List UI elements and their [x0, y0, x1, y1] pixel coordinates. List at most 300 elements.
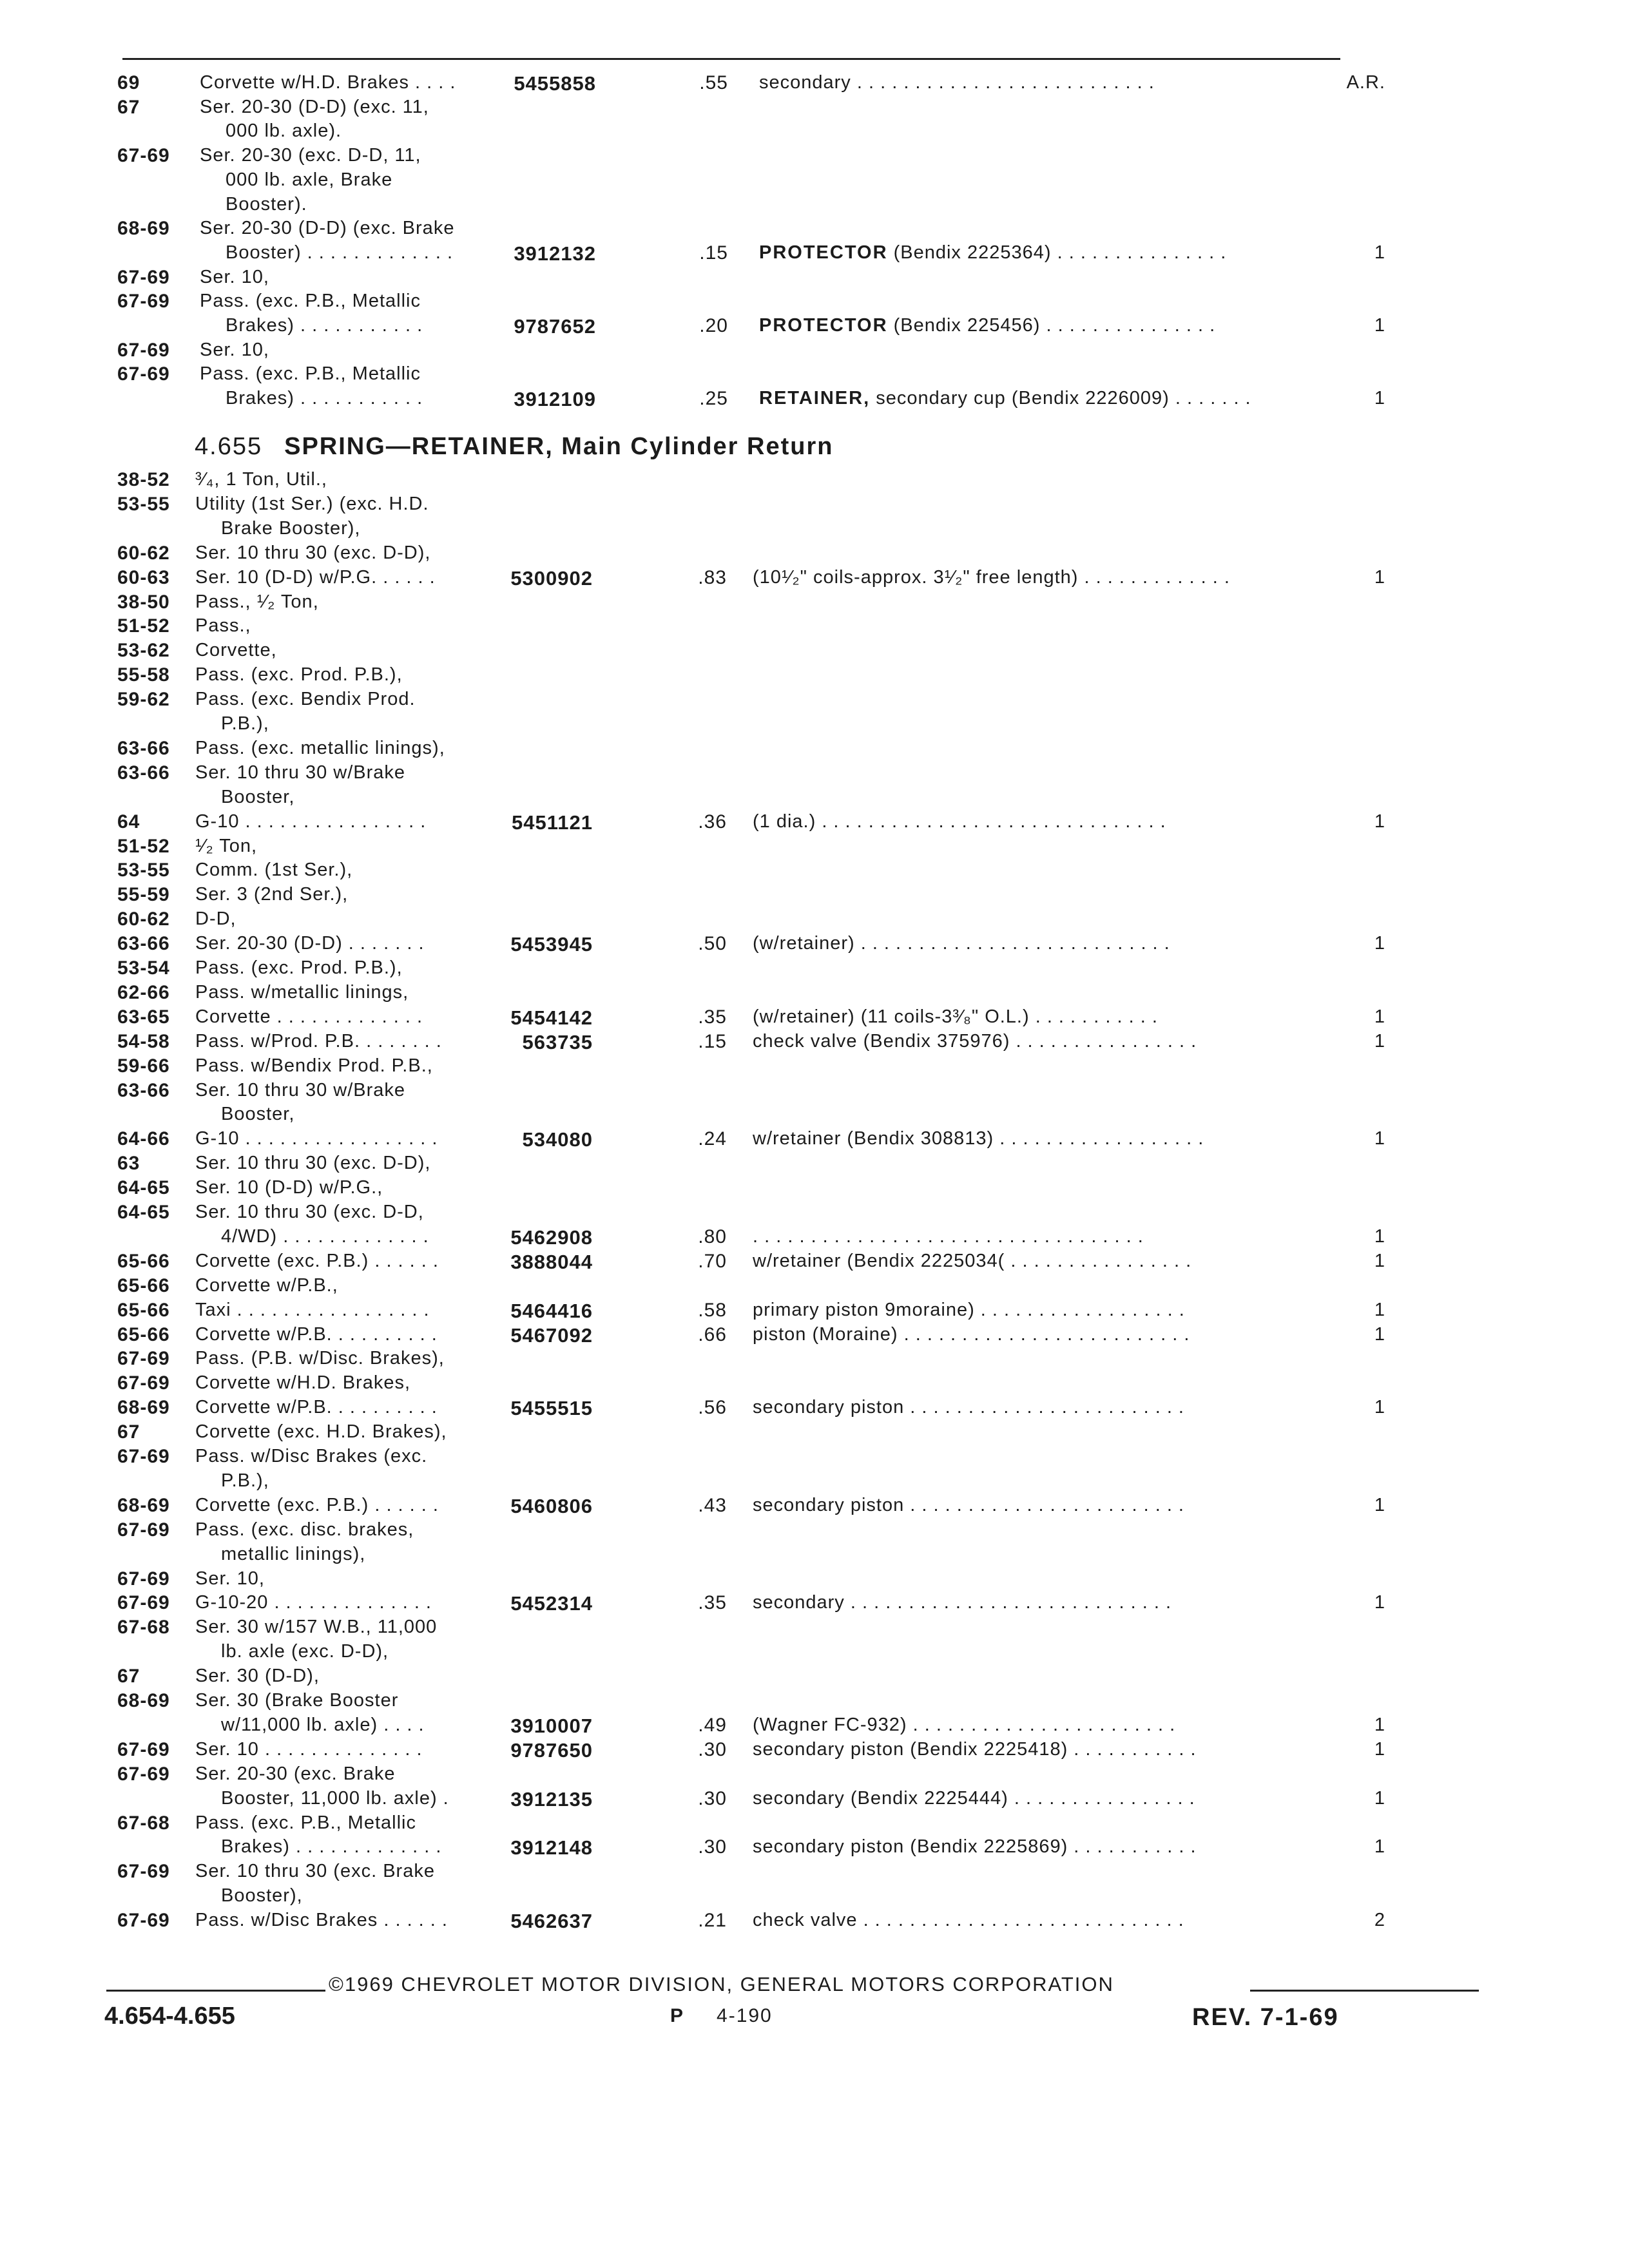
remarks-text: secondary piston . . . . . . . . . . . . . . . . . . . . . . . . [753, 1494, 1184, 1515]
model-years: 67-69 [117, 291, 170, 312]
remarks-text: (10¹⁄₂" coils-approx. 3¹⁄₂" free length) . . . . . . . . . . . . . [753, 566, 1230, 588]
remarks-text: primary piston 9moraine) . . . . . . . . . . . . . . . . . . [753, 1299, 1185, 1320]
table-row [0, 884, 1629, 908]
application-description: Ser. 3 (2nd Ser.), [195, 884, 349, 905]
table-row [0, 1202, 1629, 1226]
application-description: Pass. (exc. Prod. P.B.), [195, 957, 403, 978]
list-price: .70 [698, 1250, 727, 1272]
model-years: 59-62 [117, 689, 170, 711]
application-description: w/11,000 lb. axle) . . . . [221, 1714, 425, 1735]
model-years: 65-66 [117, 1250, 170, 1272]
list-price: .50 [698, 933, 727, 955]
application-description: Brake Booster), [221, 517, 361, 539]
quantity: 1 [1374, 1030, 1385, 1052]
remarks-text: (w/retainer) . . . . . . . . . . . . . . . . . . . . . . . . . . . [753, 933, 1170, 954]
list-price: .35 [698, 1006, 727, 1028]
table-row [0, 1763, 1629, 1788]
table-row [0, 1446, 1629, 1470]
model-years: 67-69 [117, 1446, 170, 1467]
table-row [0, 933, 1629, 957]
table-row [0, 1031, 1629, 1055]
list-price: .21 [698, 1910, 727, 1932]
remarks [753, 1397, 1184, 1418]
model-years: 67-69 [117, 1910, 170, 1932]
table-row [0, 1885, 1629, 1910]
table-row [0, 1055, 1629, 1080]
section-heading [195, 433, 833, 461]
model-years: 67 [117, 96, 140, 118]
model-years: 68-69 [117, 1397, 170, 1419]
table-row [0, 1104, 1629, 1128]
revision-date: REV. 7-1-69 [1192, 2004, 1339, 2031]
model-years: 63-66 [117, 737, 170, 759]
remarks [753, 1251, 1191, 1272]
model-years: 67-69 [117, 1348, 170, 1370]
application-description: metallic linings), [221, 1543, 366, 1564]
part-number: 5454142 [510, 1006, 593, 1029]
application-description: Brakes) . . . . . . . . . . . [226, 315, 423, 336]
part-number: 3910007 [510, 1714, 593, 1737]
quantity: 1 [1374, 1397, 1385, 1418]
part-number: 5464416 [510, 1299, 593, 1322]
page-number: 4-190 [717, 2005, 773, 2026]
table-row [0, 1080, 1629, 1104]
part-number: 5455515 [510, 1397, 593, 1420]
table-row [0, 811, 1629, 836]
application-description: Ser. 20-30 (D-D) (exc. 11, [200, 96, 429, 117]
remarks-text: (w/retainer) (11 coils-3³⁄₈" O.L.) . . . . . . . . . . . [753, 1006, 1158, 1027]
part-number: 9787650 [510, 1738, 593, 1762]
application-description: Ser. 30 (D-D), [195, 1666, 320, 1687]
model-years: 67-69 [117, 363, 170, 385]
table-row [0, 1397, 1629, 1421]
quantity: 1 [1374, 1836, 1385, 1858]
model-years: 62-66 [117, 981, 170, 1003]
table-row [0, 640, 1629, 664]
table-row [0, 1519, 1629, 1544]
table-row [0, 1348, 1629, 1372]
remarks-text: (1 dia.) . . . . . . . . . . . . . . . . . . . . . . . . . . . . . . [753, 811, 1166, 832]
part-number: 5462908 [510, 1225, 593, 1249]
table-row [0, 567, 1629, 591]
model-years: 67-69 [117, 1519, 170, 1541]
quantity: A.R. [1346, 72, 1385, 93]
table-row [0, 242, 1629, 267]
remarks [753, 1592, 1171, 1613]
part-number: 534080 [522, 1128, 593, 1151]
table-row [0, 97, 1629, 121]
application-description: Corvette w/H.D. Brakes . . . . [200, 72, 456, 93]
model-years: 67-69 [117, 1861, 170, 1883]
table-row [0, 664, 1629, 689]
remarks [753, 811, 1166, 832]
list-price: .36 [698, 811, 727, 832]
part-number: 5451121 [512, 811, 593, 834]
list-price: .30 [698, 1738, 727, 1760]
application-description: D-D, [195, 908, 236, 930]
model-years: 67-69 [117, 1763, 170, 1785]
table-row [0, 1592, 1629, 1617]
part-number: 3912109 [514, 388, 596, 411]
model-years: 68-69 [117, 1690, 170, 1711]
remarks [753, 567, 1230, 588]
table-row [0, 469, 1629, 494]
list-price: .83 [698, 566, 727, 588]
table-row [0, 218, 1629, 242]
application-description: Corvette (exc. P.B.) . . . . . . [195, 1494, 439, 1515]
quantity: 1 [1374, 811, 1385, 832]
table-row [0, 957, 1629, 982]
application-description: Booster) . . . . . . . . . . . . . [226, 242, 454, 263]
application-description: Ser. 20-30 (exc. D-D, 11, [200, 145, 421, 166]
table-row [0, 1544, 1629, 1568]
remarks-text: w/retainer (Bendix 2225034( . . . . . . . . . . . . . . . . [753, 1250, 1192, 1271]
model-years: 53-55 [117, 860, 170, 881]
application-description: Ser. 10 (D-D) w/P.G., [195, 1177, 383, 1198]
model-years: 54-58 [117, 1030, 170, 1052]
application-description: Booster, 11,000 lb. axle) . [221, 1787, 449, 1809]
remarks [759, 388, 1251, 409]
table-row [0, 591, 1629, 616]
application-description: ³⁄₄, 1 Ton, Util., [195, 469, 327, 490]
application-description: Corvette (exc. P.B.) . . . . . . [195, 1250, 439, 1271]
part-number: 3912132 [514, 242, 596, 265]
copyright-line [106, 1973, 1369, 1999]
model-years: 60-62 [117, 908, 170, 930]
copyright-rule-left [106, 1990, 325, 1992]
application-description: Corvette, [195, 640, 277, 661]
application-description: Corvette w/P.B. . . . . . . . . . [195, 1323, 438, 1345]
part-number: 5460806 [510, 1494, 593, 1517]
copyright-text: ©1969 CHEVROLET MOTOR DIVISION, GENERAL MOTORS CORPORATION [329, 1973, 1114, 1995]
remarks [753, 1128, 1204, 1149]
page-number-block [670, 2005, 773, 2027]
table-row [0, 1128, 1629, 1153]
model-years: 67-69 [117, 1568, 170, 1590]
table-row [0, 145, 1629, 169]
model-years: 55-58 [117, 664, 170, 686]
list-price: .15 [699, 242, 728, 264]
table-row [0, 169, 1629, 194]
table-row [0, 1495, 1629, 1519]
quantity: 2 [1374, 1910, 1385, 1931]
remarks [753, 1226, 1144, 1247]
quantity: 1 [1374, 566, 1385, 588]
item-name: RETAINER, [759, 388, 871, 409]
table-row [0, 518, 1629, 543]
application-description: Pass. w/Disc Brakes . . . . . . [195, 1910, 448, 1931]
table-row [0, 1910, 1629, 1934]
model-years: 63-65 [117, 1006, 170, 1028]
application-description: Pass. w/Disc Brakes (exc. [195, 1446, 428, 1466]
table-row [0, 1836, 1629, 1861]
table-row [0, 1861, 1629, 1885]
part-number: 5453945 [510, 933, 593, 956]
list-price: .43 [698, 1494, 727, 1516]
list-price: .24 [698, 1128, 727, 1150]
section-number: 4.655 [195, 433, 263, 460]
remarks-text: secondary piston (Bendix 2225418) . . . . . . . . . . . [753, 1738, 1197, 1760]
model-years: 64 [117, 811, 140, 832]
application-description: lb. axle (exc. D-D), [221, 1641, 389, 1662]
remarks [753, 933, 1170, 954]
list-price: .30 [698, 1836, 727, 1858]
application-description: Pass. (exc. metallic linings), [195, 737, 445, 758]
table-row [0, 689, 1629, 713]
table-row [0, 860, 1629, 884]
quantity: 1 [1374, 1323, 1385, 1345]
application-description: Comm. (1st Ser.), [195, 860, 353, 881]
application-description: Booster), [221, 1885, 303, 1907]
application-description: Pass. (P.B. w/Disc. Brakes), [195, 1348, 445, 1369]
list-price: .25 [699, 388, 728, 410]
model-years: 67 [117, 1421, 140, 1443]
list-price: .15 [698, 1030, 727, 1052]
model-years: 67-69 [117, 1592, 170, 1614]
remarks [759, 315, 1215, 336]
model-years: 67-69 [117, 1738, 170, 1760]
item-name: PROTECTOR [759, 242, 888, 263]
remarks-text: secondary piston (Bendix 2225869) . . . . . . . . . . . [753, 1836, 1197, 1858]
application-description: Taxi . . . . . . . . . . . . . . . . . [195, 1299, 430, 1320]
table-row [0, 1153, 1629, 1177]
remarks [753, 1788, 1195, 1809]
list-price: .35 [698, 1592, 727, 1614]
model-years: 67-68 [117, 1812, 170, 1834]
table-row [0, 1788, 1629, 1812]
remarks-text: (Bendix 225456) . . . . . . . . . . . . . . . [887, 315, 1216, 336]
remarks [753, 1006, 1158, 1028]
application-description: Pass. (exc. P.B., Metallic [200, 363, 421, 385]
remarks-text: (Bendix 2225364) . . . . . . . . . . . . . . . [887, 242, 1227, 263]
quantity: 1 [1374, 1714, 1385, 1735]
quantity: 1 [1374, 388, 1385, 409]
model-years: 65-66 [117, 1323, 170, 1345]
table-row [0, 267, 1629, 291]
remarks [759, 242, 1226, 264]
table-row [0, 120, 1629, 145]
model-years: 53-62 [117, 640, 170, 662]
model-years: 67-69 [117, 145, 170, 167]
model-years: 67-69 [117, 339, 170, 361]
part-number: 5467092 [510, 1323, 593, 1347]
model-years: 67-68 [117, 1617, 170, 1639]
application-description: Brakes) . . . . . . . . . . . [226, 388, 423, 409]
remarks [753, 1715, 1175, 1736]
table-row [0, 787, 1629, 811]
model-years: 53-55 [117, 493, 170, 515]
model-years: 68-69 [117, 218, 170, 240]
copyright-rule-right [1250, 1990, 1479, 1992]
part-number: 9787652 [514, 315, 596, 338]
application-description: Corvette (exc. H.D. Brakes), [195, 1421, 447, 1443]
table-row [0, 1470, 1629, 1495]
application-description: Ser. 10 thru 30 (exc. D-D), [195, 542, 431, 563]
remarks-text: w/retainer (Bendix 308813) . . . . . . . . . . . . . . . . . . [753, 1128, 1204, 1149]
application-description: Booster). [226, 193, 307, 215]
model-years: 38-52 [117, 469, 170, 490]
list-price: .80 [698, 1225, 727, 1247]
application-description: P.B.), [221, 1470, 269, 1491]
remarks-text: secondary (Bendix 2225444) . . . . . . . . . . . . . . . . [753, 1787, 1195, 1809]
top-rule [122, 58, 1340, 60]
model-years: 59-66 [117, 1055, 170, 1077]
model-years: 53-54 [117, 957, 170, 979]
application-description: Ser. 10, [195, 1568, 265, 1589]
table-row [0, 615, 1629, 640]
model-years: 64-65 [117, 1202, 170, 1223]
section-title: SPRING—RETAINER, Main Cylinder Return [284, 433, 834, 460]
application-description: Pass. (exc. P.B., Metallic [200, 291, 421, 312]
list-price: .49 [698, 1714, 727, 1736]
part-number: 5300902 [510, 566, 593, 590]
table-row [0, 315, 1629, 340]
remarks [753, 1739, 1197, 1760]
application-description: Pass., ¹⁄₂ Ton, [195, 591, 319, 612]
application-description: Pass., [195, 615, 251, 637]
table-row [0, 1372, 1629, 1397]
table-row [0, 1226, 1629, 1251]
list-price: .66 [698, 1323, 727, 1345]
part-number: 5462637 [510, 1910, 593, 1933]
table-row [0, 762, 1629, 787]
table-row [0, 1324, 1629, 1349]
quantity: 1 [1374, 1250, 1385, 1271]
model-years: 60-62 [117, 542, 170, 564]
table-row [0, 363, 1629, 388]
application-description: Pass. (exc. Bendix Prod. [195, 689, 416, 710]
table-row [0, 1690, 1629, 1715]
part-number: 3912135 [510, 1787, 593, 1811]
table-row [0, 543, 1629, 567]
list-price: .55 [699, 72, 728, 93]
table-row [0, 1006, 1629, 1031]
table-row [0, 1617, 1629, 1641]
table-row [0, 1421, 1629, 1446]
model-years: 55-59 [117, 884, 170, 906]
model-years: 65-66 [117, 1299, 170, 1321]
application-description: P.B.), [221, 713, 269, 734]
model-years: 67-69 [117, 266, 170, 288]
model-years: 63-66 [117, 762, 170, 783]
model-years: 63 [117, 1153, 140, 1175]
application-description: Ser. 10 (D-D) w/P.G. . . . . . [195, 566, 436, 588]
remarks-text: . . . . . . . . . . . . . . . . . . . . . . . . . . . . . . . . . . [753, 1225, 1144, 1247]
table-row [0, 1177, 1629, 1202]
application-description: Brakes) . . . . . . . . . . . . . [221, 1836, 442, 1858]
table-row [0, 908, 1629, 933]
application-description: Corvette w/P.B., [195, 1274, 338, 1296]
application-description: G-10-20 . . . . . . . . . . . . . . [195, 1592, 432, 1613]
quantity: 1 [1374, 1299, 1385, 1320]
application-description: Utility (1st Ser.) (exc. H.D. [195, 493, 429, 514]
remarks-text: (Wagner FC-932) . . . . . . . . . . . . . . . . . . . . . . . [753, 1714, 1176, 1735]
application-description: Ser. 10 thru 30 (exc. D-D, [195, 1202, 424, 1222]
table-row [0, 494, 1629, 518]
table-row [0, 1666, 1629, 1690]
application-description: Ser. 30 (Brake Booster [195, 1690, 399, 1711]
application-description: Booster, [221, 786, 295, 807]
application-description: Ser. 10, [200, 339, 269, 360]
list-price: .56 [698, 1397, 727, 1419]
remarks [753, 1495, 1184, 1516]
application-description: Pass. (exc. P.B., Metallic [195, 1812, 416, 1833]
page-prefix: P [670, 2005, 685, 2026]
remarks-text: piston (Moraine) . . . . . . . . . . . . . . . . . . . . . . . . . [753, 1323, 1190, 1345]
part-number: 5455858 [514, 72, 596, 95]
model-years: 51-52 [117, 835, 170, 857]
table-row [0, 1275, 1629, 1300]
table-row [0, 1715, 1629, 1739]
model-years: 64-66 [117, 1128, 170, 1150]
model-years: 63-66 [117, 933, 170, 955]
application-description: Booster, [221, 1104, 295, 1125]
remarks [753, 1300, 1185, 1321]
remarks [759, 72, 1155, 93]
list-price: .30 [698, 1787, 727, 1809]
remarks [753, 1324, 1190, 1345]
application-description: Ser. 20-30 (D-D) (exc. Brake [200, 218, 455, 239]
application-description: Pass. w/metallic linings, [195, 981, 409, 1003]
application-description: Ser. 10 . . . . . . . . . . . . . . [195, 1738, 423, 1760]
table-row [0, 836, 1629, 860]
part-number: 563735 [522, 1030, 593, 1053]
remarks-text: secondary cup (Bendix 2226009) . . . . . . . [870, 388, 1251, 409]
application-description: 000 lb. axle, Brake [226, 169, 393, 190]
application-description: Pass. w/Bendix Prod. P.B., [195, 1055, 433, 1076]
remarks-text: secondary piston . . . . . . . . . . . . . . . . . . . . . . . . [753, 1397, 1184, 1418]
remarks [753, 1836, 1197, 1858]
quantity: 1 [1374, 1787, 1385, 1809]
part-number: 5452314 [510, 1592, 593, 1615]
application-description: Pass. (exc. Prod. P.B.), [195, 664, 403, 686]
table-row [0, 1568, 1629, 1593]
table-row [0, 388, 1629, 412]
table-row [0, 1251, 1629, 1275]
application-description: Pass. (exc. disc. brakes, [195, 1519, 414, 1540]
table-row [0, 72, 1629, 97]
model-years: 63-66 [117, 1079, 170, 1101]
quantity: 1 [1374, 242, 1385, 263]
application-description: G-10 . . . . . . . . . . . . . . . . . [195, 1128, 438, 1149]
quantity: 1 [1374, 1006, 1385, 1027]
application-description: Ser. 10, [200, 266, 269, 287]
section-range: 4.654-4.655 [104, 2003, 235, 2030]
application-description: Ser. 30 w/157 W.B., 11,000 [195, 1617, 438, 1638]
table-row [0, 713, 1629, 738]
quantity: 1 [1374, 315, 1385, 336]
application-description: Ser. 10 thru 30 (exc. Brake [195, 1861, 435, 1882]
model-years: 51-52 [117, 615, 170, 637]
quantity: 1 [1374, 933, 1385, 954]
application-description: Corvette w/H.D. Brakes, [195, 1372, 411, 1394]
remarks [753, 1031, 1197, 1052]
application-description: Ser. 20-30 (D-D) . . . . . . . [195, 933, 425, 954]
table-row [0, 340, 1629, 364]
quantity: 1 [1374, 1592, 1385, 1613]
model-years: 38-50 [117, 591, 170, 613]
model-years: 68-69 [117, 1494, 170, 1516]
application-description: Corvette . . . . . . . . . . . . . [195, 1006, 423, 1027]
list-price: .20 [699, 315, 728, 336]
quantity: 1 [1374, 1225, 1385, 1247]
remarks [753, 1910, 1184, 1931]
item-name: PROTECTOR [759, 315, 888, 336]
table-row [0, 738, 1629, 762]
remarks-text: secondary . . . . . . . . . . . . . . . . . . . . . . . . . . . . [753, 1592, 1171, 1613]
application-description: 000 lb. axle). [226, 120, 342, 142]
application-description: Pass. w/Prod. P.B. . . . . . . . [195, 1030, 442, 1052]
